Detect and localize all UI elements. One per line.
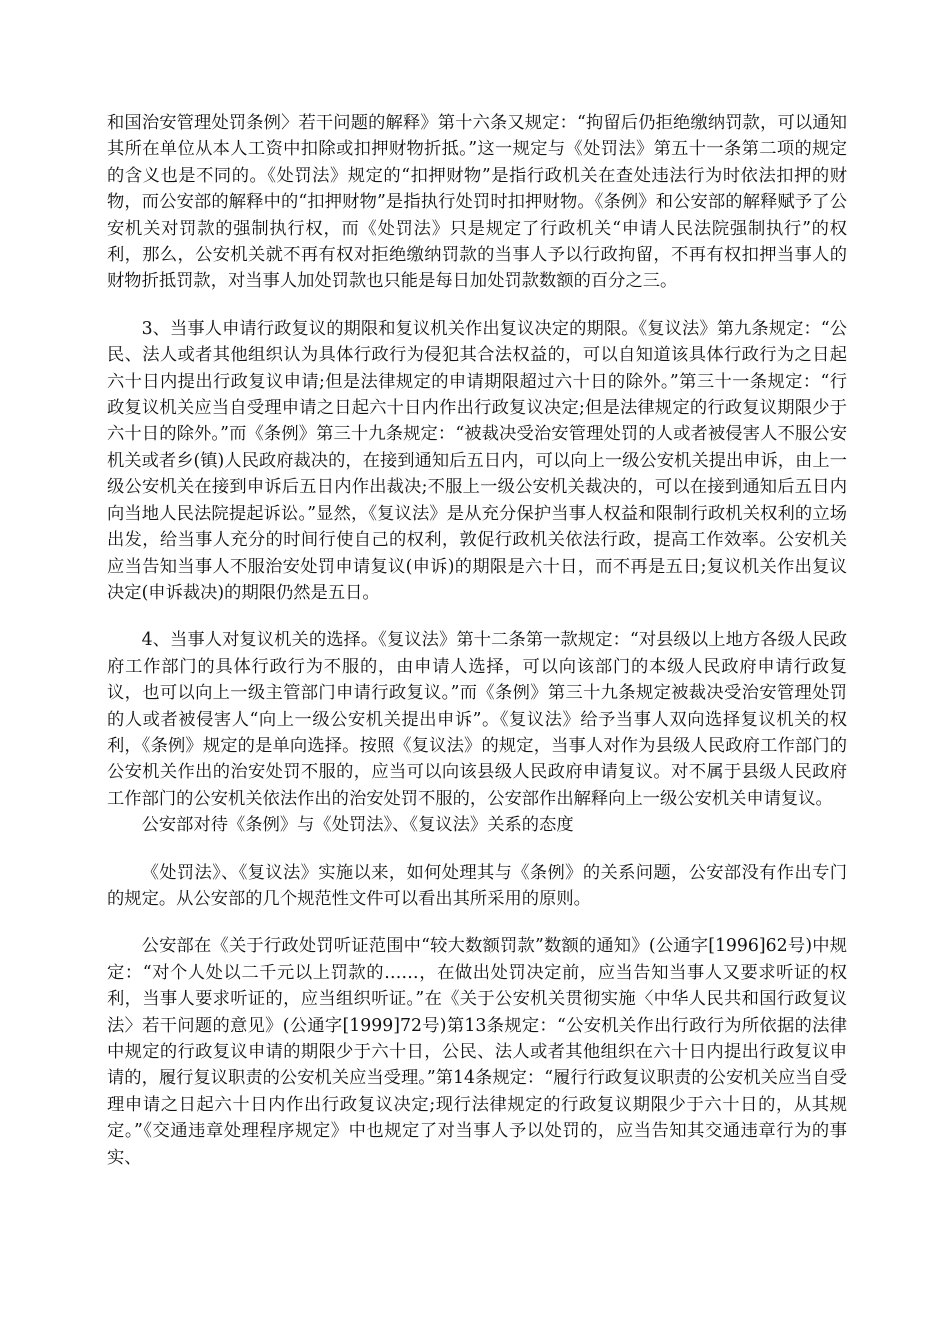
paragraph-implementation: 《处罚法》、《复议法》实施以来，如何处理其与《条例》的关系问题，公安部没有作出专门的规定。从公安部的几个规范性文件可以看出其所采用的原则。 [107,862,847,909]
document-page [107,110,847,1171]
paragraph-ministry-documents: 公安部在《关于行政处罚听证范围中“较大数额罚款”数额的通知》(公通字[1996]62号)中规定：“对个人处以二千元以上罚款的……，在做出处罚决定前，应当告知当事人又要求听证的权利，当事人要求听证的，应当组织听证。”在《关于公安机关贯彻实施〈中华人民共和国行政复议法〉若干问题的意见》(公通字[1999]72号)第13条规定：“公安机关作出行政行为所依据的法律中规定的行政复议申请的期限少于六十日，公民、法人或者其他组织在六十日内提出行政复议申请的，履行复议职责的公安机关应当受理。”第14条规定：“履行行政复议职责的公安机关应当自受理申请之日起六十日内作出行政复议决定;现行法律规定的行政复议期限少于六十日的，从其规定。”《交通违章处理程序规定》中也规定了对当事人予以处罚的，应当告知其交通违章行为的事实、 [107,936,847,1168]
section-heading: 公安部对待《条例》与《处罚法》、《复议法》关系的态度 [141,815,574,836]
paragraph-review-authority: 4、当事人对复议机关的选择。《复议法》第十二条第一款规定：“对县级以上地方各级人民政府工作部门的具体行政行为不服的，由申请人选择，可以向该部门的本级人民政府申请行政复议，也可以向上一级主管部门申请行政复议。”而《条例》第三十九条规定被裁决受治安管理处罚的人或者被侵害人“向上一级公安机关提出申诉”。《复议法》给予当事人双向选择复议机关的权利，《条例》规定的是单向选择。按照《复议法》的规定，当事人对作为县级人民政府工作部门的公安机关作出的治安处罚不服的，应当可以向该县级人民政府申请复议。对不属于县级人民政府工作部门的公安机关依法作出的治安处罚不服的，公安部作出解释向上一级公安机关申请复议。 [107,630,847,809]
paragraph-review-deadline: 3、当事人申请行政复议的期限和复议机关作出复议决定的期限。《复议法》第九条规定：“公民、法人或者其他组织认为具体行政行为侵犯其合法权益的，可以自知道该具体行政行为之日起六十日内提出行政复议申请;但是法律规定的申请期限超过六十日的除外。”第三十一条规定：“行政复议机关应当自受理申请之日起六十日内作出行政复议决定;但是法律规定的行政复议期限少于六十日的除外。”而《条例》第三十九条规定：“被裁决受治安管理处罚的人或者被侵害人不服公安机关或者乡(镇)人民政府裁决的，在接到通知后五日内，可以向上一级公安机关提出申诉，由上一级公安机关在接到申诉后五日内作出裁决;不服上一级公安机关裁决的，可以在接到通知后五日内向当地人民法院提起诉讼。”显然，《复议法》是从充分保护当事人权益和限制行政机关权利的立场出发，给当事人充分的时间行使自己的权利，敦促行政机关依法行政，提高工作效率。公安机关应当告知当事人不服治安处罚申请复议(申诉)的期限是六十日，而不再是五日;复议机关作出复议决定(申诉裁决)的期限仍然是五日。 [107,318,847,603]
paragraph-continuation: 和国治安管理处罚条例〉若干问题的解释》第十六条又规定：“拘留后仍拒绝缴纳罚款，可以通知其所在单位从本人工资中扣除或扣押财物折抵。”这一规定与《处罚法》第五十一条第二项的规定的含义也是不同的。《处罚法》规定的“扣押财物”是指行政机关在查处违法行为时依法扣押的财物，而公安部的解释中的“扣押财物”是指执行处罚时扣押财物。《条例》和公安部的解释赋予了公安机关对罚款的强制执行权，而《处罚法》只是规定了行政机关“申请人民法院强制执行”的权利，那么，公安机关就不再有权对拒绝缴纳罚款的当事人予以行政拘留，不再有权扣押当事人的财物折抵罚款，对当事人加处罚款也只能是每日加处罚款数额的百分之三。 [107,113,847,292]
